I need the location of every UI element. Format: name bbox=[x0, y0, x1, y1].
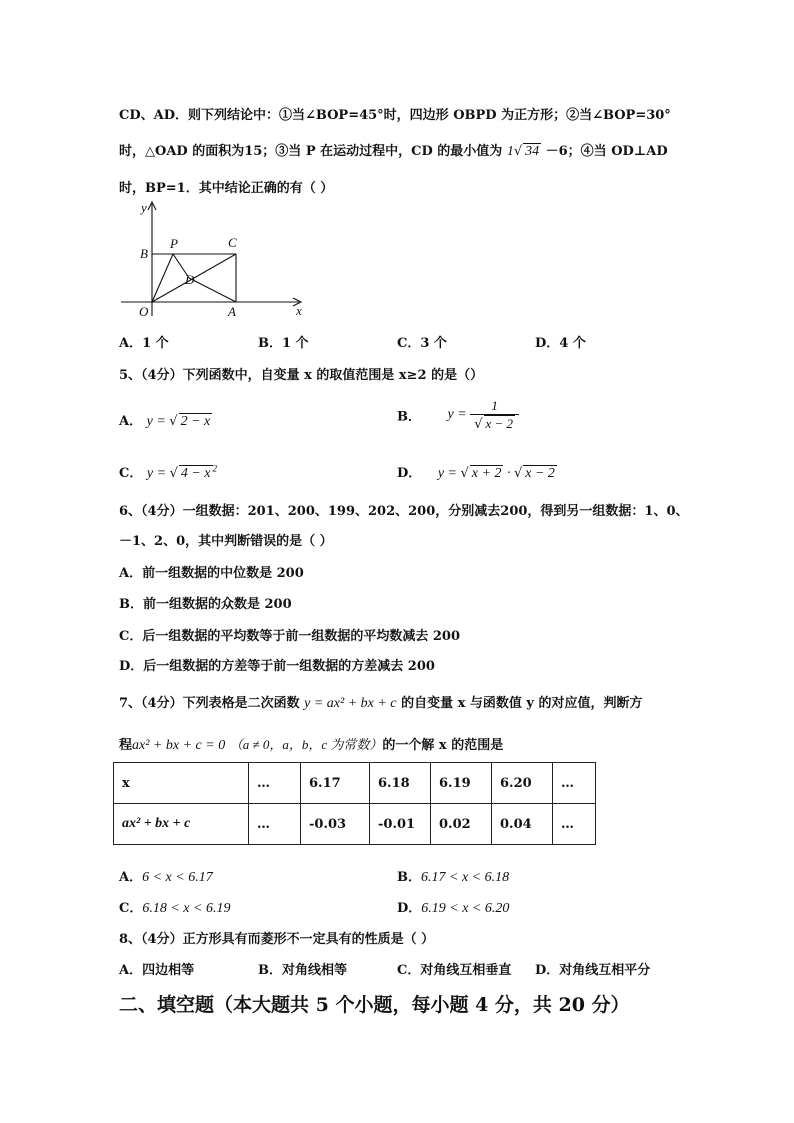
table-row bbox=[114, 804, 596, 845]
sqrt-icon: √ bbox=[460, 466, 469, 481]
sqrt-icon: √ bbox=[474, 417, 483, 432]
q6-stem-line2: －1、2、0，其中判断错误的是（ ） bbox=[119, 534, 333, 549]
q7-option-b bbox=[397, 866, 509, 886]
q5-a-radicand: 2 − x bbox=[180, 414, 211, 429]
segment-op bbox=[152, 254, 173, 302]
q4-option-b: B．1 个 bbox=[258, 336, 309, 351]
q7-b-math: 6.17 < x < 6.18 bbox=[421, 870, 510, 885]
q4-text-line1: CD、AD．则下列结论中：①当∠BOP=45°时，四边形 OBPD 为正方形；②当∠BOP=30° bbox=[119, 108, 671, 123]
q5-option-b bbox=[397, 398, 519, 432]
q5-b-radicand: x − 2 bbox=[485, 416, 514, 431]
sqrt-icon: √ bbox=[513, 144, 523, 159]
q7-option-d bbox=[397, 897, 509, 917]
q8-stem: 8、（4分）正方形具有而菱形不一定具有的性质是（ ） bbox=[119, 932, 435, 947]
table-cell: … bbox=[553, 804, 596, 845]
q7-d-math: 6.19 < x < 6.20 bbox=[421, 901, 510, 916]
table-cell: -0.03 bbox=[301, 804, 370, 845]
q8-option-c: C．对角线互相垂直 bbox=[397, 963, 512, 978]
label-o: O bbox=[139, 304, 149, 319]
q5-d-dot: · bbox=[503, 466, 514, 481]
sqrt-icon: √ bbox=[169, 414, 178, 429]
q5-b-fraction bbox=[470, 398, 519, 432]
q4-text-line2-pre: 时，△OAD 的面积为15；③当 P 在运动过程中，CD 的最小值为 bbox=[119, 144, 503, 159]
q5-b-lhs: y = bbox=[447, 407, 471, 422]
segment-da bbox=[189, 278, 236, 302]
q7-condition: （a ≠ 0，a，b，c 为常数） bbox=[229, 737, 383, 752]
q8-option-b: B．对角线相等 bbox=[258, 963, 347, 978]
table-cell: 0.02 bbox=[431, 804, 492, 845]
q7-d-label: D． bbox=[397, 901, 422, 916]
table-cell: … bbox=[553, 763, 596, 804]
q7-value-table bbox=[113, 762, 596, 845]
q5-b-label: B． bbox=[397, 409, 421, 425]
q7-c-label: C． bbox=[119, 901, 143, 916]
q5-stem: 5、（4分）下列函数中，自变量 x 的取值范围是 x≥2 的是（） bbox=[119, 368, 484, 383]
q6-option-d: D．后一组数据的方差等于前一组数据的方差减去 200 bbox=[119, 659, 435, 674]
section-heading: 二、填空题（本大题共 5 个小题，每小题 4 分，共 20 分） bbox=[119, 994, 630, 1016]
label-p: P bbox=[170, 236, 178, 251]
q7-stem1-pre: 7、（4分）下列表格是二次函数 bbox=[119, 696, 300, 711]
q7-stem1-post: 的自变量 x 与函数值 y 的对应值，判断方 bbox=[401, 696, 643, 711]
q5-a-lhs: y = bbox=[146, 414, 170, 429]
q5-c-radicand: 4 − x bbox=[180, 466, 211, 481]
table-cell: -0.01 bbox=[370, 804, 431, 845]
label-c: C bbox=[228, 235, 237, 250]
q7-stem2-pre: 程 bbox=[119, 738, 133, 753]
label-a: A bbox=[228, 304, 236, 319]
q5-d-radicand2: x − 2 bbox=[525, 466, 555, 481]
q4-option-a: A．1 个 bbox=[119, 336, 169, 351]
table-cell: 6.18 bbox=[370, 763, 431, 804]
q5-option-d bbox=[397, 462, 557, 482]
table-cell: 0.04 bbox=[492, 804, 553, 845]
q5-a-label: A． bbox=[119, 414, 143, 429]
q4-text-line2-post: －6；④当 OD⊥AD bbox=[545, 144, 668, 159]
q5-d-lhs: y = bbox=[437, 466, 461, 481]
q7-a-math: 6 < x < 6.17 bbox=[142, 870, 213, 885]
q5-c-lhs: y = bbox=[146, 466, 170, 481]
q7-equation: ax² + bx + c = 0 bbox=[132, 738, 226, 753]
table-cell: 6.17 bbox=[301, 763, 370, 804]
q7-option-a bbox=[119, 866, 213, 886]
table-row bbox=[114, 763, 596, 804]
table-cell: … bbox=[249, 763, 301, 804]
q4-option-d: D．4 个 bbox=[535, 336, 586, 351]
q7-option-c bbox=[119, 897, 230, 917]
q4-coef: 1 bbox=[506, 144, 514, 159]
q5-c-label: C． bbox=[119, 466, 143, 481]
q7-stem-line2 bbox=[119, 734, 503, 754]
label-b: B bbox=[140, 246, 148, 261]
table-cell: 6.19 bbox=[431, 763, 492, 804]
q5-d-label: D． bbox=[397, 466, 422, 481]
q5-b-numerator: 1 bbox=[491, 398, 498, 413]
label-x: x bbox=[296, 303, 302, 318]
q8-option-a: A．四边相等 bbox=[119, 963, 195, 978]
q4-text-line2 bbox=[119, 140, 668, 160]
table-cell: … bbox=[249, 804, 301, 845]
q6-option-c: C．后一组数据的平均数等于前一组数据的平均数减去 200 bbox=[119, 629, 461, 644]
sqrt-icon: √ bbox=[169, 466, 178, 481]
q5-option-c: C． y = √ 4 − x $^2$ bbox=[119, 463, 218, 481]
q6-option-a: A．前一组数据的中位数是 200 bbox=[119, 566, 304, 581]
label-y: y bbox=[141, 200, 147, 215]
q4-option-c: C．3 个 bbox=[397, 336, 447, 351]
q7-b-label: B． bbox=[397, 870, 421, 885]
table-cell: x bbox=[114, 763, 249, 804]
q5-d-radicand1: x + 2 bbox=[471, 466, 502, 481]
q4-text-line3: 时，BP=1．其中结论正确的有（ ） bbox=[119, 181, 334, 196]
label-d: D bbox=[185, 272, 195, 287]
q7-stem-line1 bbox=[119, 692, 642, 712]
q7-c-math: 6.18 < x < 6.19 bbox=[142, 901, 231, 916]
q5-option-a bbox=[119, 410, 212, 430]
q6-stem-line1: 6、（4分）一组数据：201、200、199、202、200，分别减去200，得到另一组数据：1、0、 bbox=[119, 504, 689, 519]
table-cell: 6.20 bbox=[492, 763, 553, 804]
q4-figure bbox=[115, 198, 315, 320]
q4-radicand: 34 bbox=[525, 144, 540, 159]
q7-function: y = ax² + bx + c bbox=[304, 696, 397, 711]
table-cell: ax² + bx + c bbox=[114, 804, 249, 845]
q6-option-b: B．前一组数据的众数是 200 bbox=[119, 597, 292, 612]
sqrt-icon: √ bbox=[513, 466, 523, 481]
q7-stem2-post: 的一个解 x 的范围是 bbox=[382, 738, 504, 753]
q8-option-d: D．对角线互相平分 bbox=[535, 963, 651, 978]
q7-a-label: A． bbox=[119, 870, 143, 885]
